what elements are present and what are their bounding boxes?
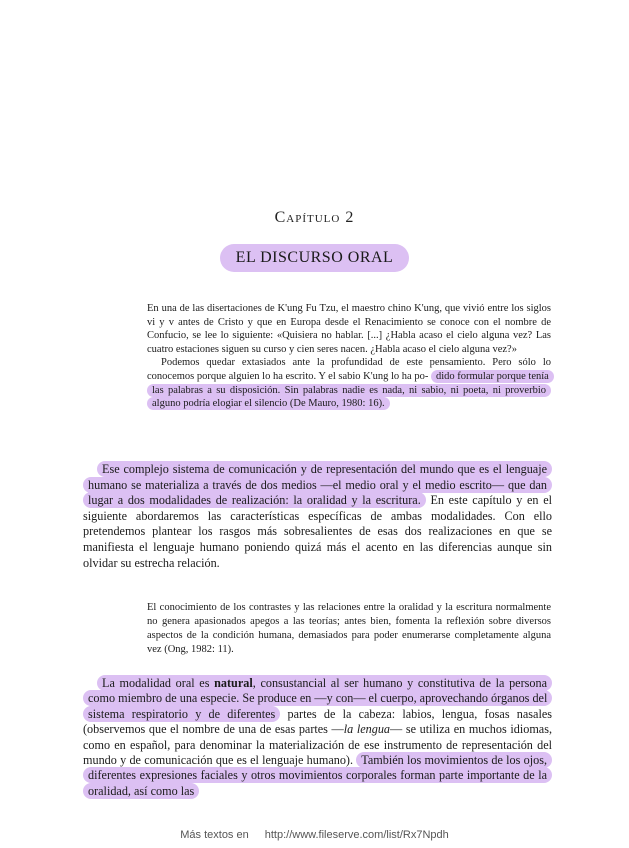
paragraph-1-plain: En este capítulo y en el siguiente abordaremos las características específicas de ambas modalidades. Con ello pretendemos plantear los rasgos más sobresalientes de esas dos realizaciones en que se manifiesta el lenguaje humano poniendo quizá más el acento en las diferencias aunque sin olvidar su estrecha relación. bbox=[83, 493, 553, 570]
p2-hl1-before: La modalidad oral es bbox=[102, 676, 215, 690]
quote1-paragraph-2 bbox=[147, 356, 551, 410]
chapter-label: Capítulo 2 bbox=[274, 209, 355, 226]
page-footer bbox=[0, 829, 629, 841]
highlight-quote1: dido formular porque tenía las palabras a su disposición. Sin palabras nadie es nada, ni sabio, ni poeta, ni proverbio alguno podría elogiar el silencio (De Mauro, 1980: 16). bbox=[147, 370, 554, 410]
epigraph-quote-confucius bbox=[147, 302, 551, 411]
body-paragraph-2 bbox=[83, 676, 552, 799]
highlight-paragraph-2b: También los movimientos de los ojos, diferentes expresiones faciales y otros movimientos corporales forman parte importante de la oralidad, así como las bbox=[83, 752, 552, 799]
paragraph-2-text bbox=[83, 676, 552, 799]
quote1-paragraph-1: En una de las disertaciones de K'ung Fu Tzu, el maestro chino K'ung, que vivió entre los siglos vi y v antes de Cristo y que en Europa desde el Renacimiento se conoce con el nombre de Confucio, se lee lo siguiente: «Quisiera no hablar. [...] ¿Habla acaso el cielo alguna vez? Las cuatro estaciones siguen su curso y cien seres nacen. ¿Habla acaso el cielo alguna vez?» bbox=[147, 303, 551, 355]
p2-hl1-bold: natural bbox=[214, 676, 253, 690]
footer-url-link[interactable]: http://www.fileserve.com/list/Rx7Npdh bbox=[264, 829, 449, 841]
p2-hl1-after: , consustancial al ser humano y constitutiva de la persona como miembro de una especie. Se produce en —y con— el cuerpo, aprovechando órganos del sistema respiratorio y de diferentes bbox=[88, 676, 548, 721]
quote1-paragraph-2-plain: Podemos quedar extasiados ante la profundidad de este pensamiento. Pero sólo lo conocemos porque alguien lo ha escrito. Y el sabio K'ung lo ha po- bbox=[147, 357, 551, 382]
body-paragraph-1 bbox=[83, 462, 552, 571]
quote2-text: El conocimiento de los contrastes y las relaciones entre la oralidad y la escritura normalmente no genera apasionados apegos a las teorías; antes bien, fomenta la reflexión sobre diversos aspectos de la condición humana, demasiados para poder enumerarse completamente alguna vez (Ong, 1982: 11). bbox=[147, 602, 551, 655]
p2-plain-after: — se utiliza en muchos idiomas, como en español, para denominar la materialización de ese instrumento de representación del mundo y de comunicación que es el lenguaje humano). bbox=[83, 722, 552, 768]
p2-plain-before: partes de la cabeza: labios, lengua, fosas nasales (observemos que el nombre de una de esas partes — bbox=[83, 706, 552, 737]
chapter-title: EL DISCURSO ORAL bbox=[220, 244, 410, 272]
highlight-paragraph-1: Ese complejo sistema de comunicación y de representación del mundo que es el lenguaje humano se materializa a través de dos medios —el medio oral y el medio escrito— que dan lugar a dos modalidades de realización: la oralidad y la escritura. bbox=[83, 461, 552, 508]
chapter-title-container bbox=[0, 244, 629, 272]
paragraph-1-text bbox=[83, 462, 552, 571]
epigraph-quote-ong bbox=[147, 601, 551, 657]
p2-plain-italic: la lengua bbox=[343, 722, 391, 737]
footer-label: Más textos en bbox=[180, 829, 249, 841]
